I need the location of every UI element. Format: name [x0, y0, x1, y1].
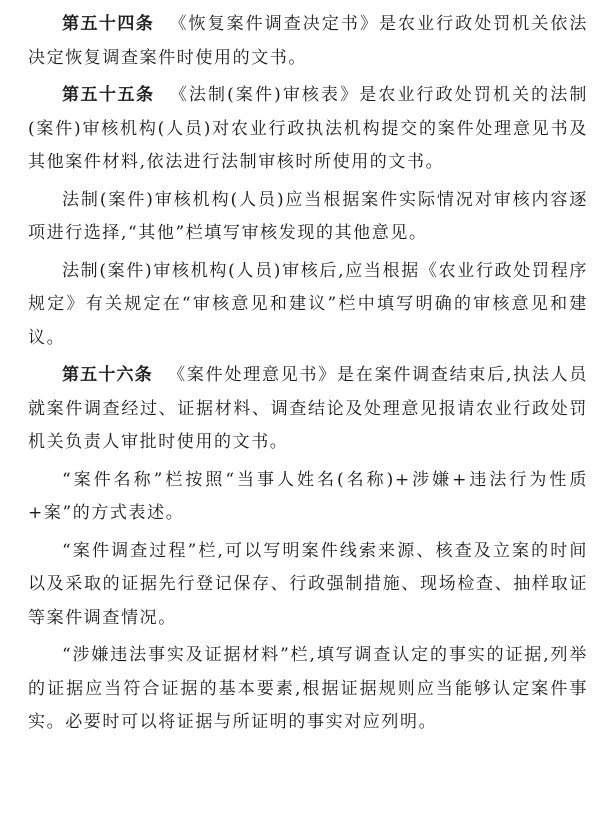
article-55-heading: 第五十五条 — [62, 85, 155, 105]
article-54-text: 《恢复案件调查决定书》是农业行政处罚机关依法决定恢复调查案件时使用的文书。 — [28, 14, 589, 68]
review-opinion-text: 法制(案件)审核机构(人员)审核后,应当根据《农业行政处罚程序规定》有关规定在“审核意见和建议”栏中填写明确的审核意见和建议。 — [28, 260, 588, 348]
article-54-paragraph — [28, 8, 588, 75]
investigation-process-text: “案件调查过程”栏,可以写明案件线索来源、核查及立案的时间以及采取的证据先行登记保存、行政强制措施、现场检查、抽样取证等案件调查情况。 — [28, 540, 588, 628]
article-55-paragraph — [28, 79, 588, 180]
facts-evidence-text: “涉嫌违法事实及证据材料”栏,填写调查认定的事实的证据,列举的证据应当符合证据的基本要素,根据证据规则应当能够认定案件事实。必要时可以将证据与所证明的事实对应列明。 — [28, 645, 588, 732]
article-54-heading: 第五十四条 — [62, 14, 155, 34]
review-opinion-paragraph — [28, 255, 588, 356]
case-name-text: “案件名称”栏按照“当事人姓名(名称)+涉嫌+违法行为性质+案”的方式表述。 — [28, 469, 588, 523]
review-selection-paragraph — [28, 184, 588, 251]
article-56-heading: 第五十六条 — [62, 365, 153, 385]
document-page — [28, 8, 588, 740]
facts-evidence-paragraph — [28, 639, 588, 740]
investigation-process-paragraph — [28, 535, 588, 636]
review-selection-text: 法制(案件)审核机构(人员)应当根据案件实际情况对审核内容逐项进行选择,“其他”栏填写审核发现的其他意见。 — [28, 189, 588, 243]
article-56-text: 《案件处理意见书》是在案件调查结束后,执法人员就案件调查经过、证据材料、调查结论及处理意见报请农业行政处罚机关负责人审批时使用的文书。 — [28, 365, 589, 452]
article-55-text: 《法制(案件)审核表》是农业行政处罚机关的法制(案件)审核机构(人员)对农业行政执法机构提交的案件处理意见书及其他案件材料,依法进行法制审核时所使用的文书。 — [28, 85, 588, 172]
article-56-paragraph — [28, 359, 588, 460]
case-name-paragraph — [28, 464, 588, 531]
